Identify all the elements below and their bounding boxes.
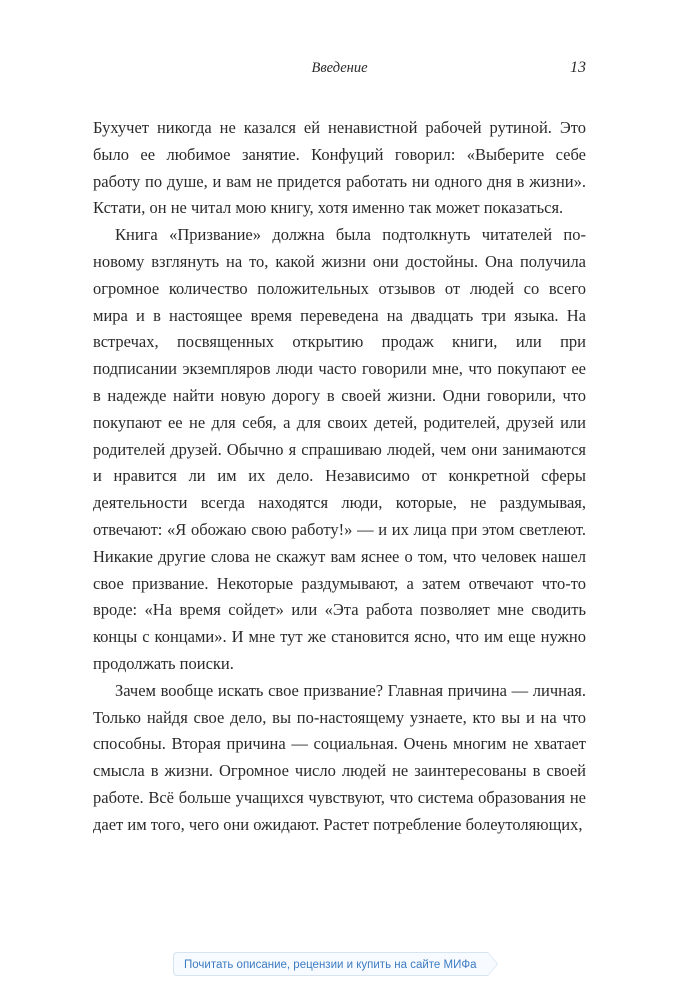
paragraph-3: Зачем вообще искать свое призвание? Главная причина — личная. Только найдя свое дело, вы по-настоящему узнаете, кто вы и на что способны. Вторая причина — социальная. Очень многим не хватает смысла в жизни. Огромное число людей не заинтересованы в своей работе. Всё больше учащихся чувствуют, что система образования не дает им того, чего они ожидают. Растет потребление болеутоляющих, [93, 680, 586, 834]
paragraph-1: Бухучет никогда не казался ей ненавистной рабочей рутиной. Это было ее любимое занятие. Конфуций говорил: «Выберите себе работу по душе, и вам не придется работать ни одного дня в жизни». Кстати, он не читал мою книгу, хотя именно так может показаться. [93, 118, 586, 218]
paragraph-2: Книга «Призвание» должна была подтолкнуть читателей по-новому взглянуть на то, какой жизни они достойны. Она получила огромное количество положительных отзывов от людей со всего мира и в настоящее время переведена на двадцать три языка. На встречах, посвященных открытию продаж книги, или при подписании экземпляров люди часто говорили мне, что покупают ее в надежде найти новую дорогу в своей жизни. Одни говорили, что покупают ее не для себя, а для своих детей, родителей, друзей или родителей друзей. Обычно я спрашиваю людей, чем они занимаются и нравится ли им их дело. Независимо от конкретной сферы деятельности всегда находятся люди, которые, не раздумывая, отвечают: «Я обожаю свою работу!» — и их лица при этом светлеют. Никакие другие слова не скажут вам яснее о том, что человек нашел свое призвание. Некоторые раздумывают, а затем отвечают что-то вроде: «На время сойдет» или «Эта работа позволяет мне сводить концы с концами». И мне тут же становится ясно, что им еще нужно продолжать поиски. [93, 225, 586, 673]
promo-arrow-fill-icon [488, 953, 497, 975]
running-header [0, 60, 679, 82]
section-title: Введение [311, 60, 368, 76]
page-number: 13 [570, 59, 586, 76]
promo-link-button[interactable]: Почитать описание, рецензии и купить на сайте МИФа [173, 952, 488, 976]
body-text [93, 115, 586, 839]
